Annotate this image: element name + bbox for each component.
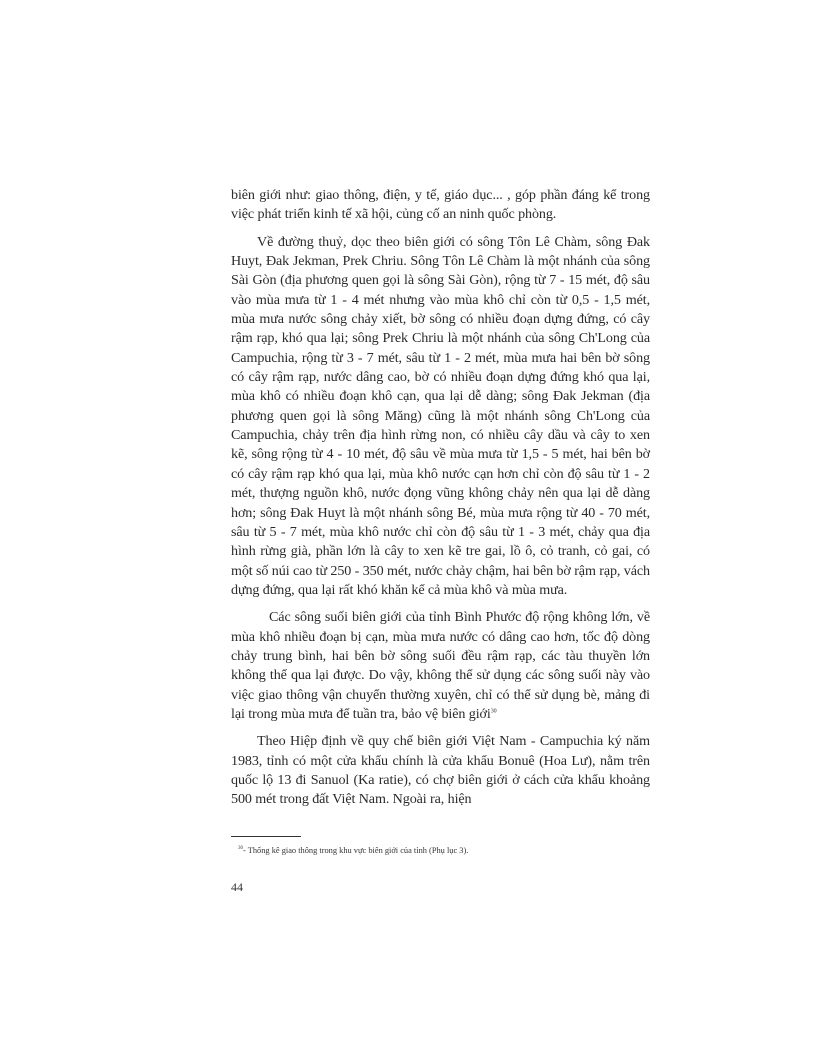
paragraph-2: Về đường thuỷ, dọc theo biên giới có sông Tôn Lê Chàm, sông Đak Huyt, Đak Jekman, Prek Chriu. Sông Tôn Lê Chàm là một nhánh của sông Sài Gòn (địa phương quen gọi là sông Sài Gòn), rộng từ 7 - 15 mét, độ sâu vào mùa mưa từ 1 - 4 mét nhưng vào mùa khô chỉ còn từ 0,5 - 1,5 mét, mùa mưa nước sông chảy xiết, bờ sông có nhiều đoạn dựng đứng, có cây rậm rạp, khó qua lại; sông Prek Chriu là một nhánh của sông Ch'Long của Campuchia, rộng từ 3 - 7 mét, sâu từ 1 - 2 mét, mùa mưa hai bên bờ sông có cây rậm rạp, nước dâng cao, bờ có nhiều đoạn dựng đứng khó qua lại, mùa khô có nhiều đoạn khô cạn, qua lại dễ dàng; sông Đak Jekman (địa phương quen gọi là sông Măng) cũng là một nhánh sông Ch'Long của Campuchia, chảy trên địa hình rừng non, có nhiều cây dầu và cây to xen kẽ, sông rộng từ 4 - 10 mét, độ sâu về mùa mưa từ 1,5 - 5 mét, hai bên bờ có cây rậm rạp khó qua lại, mùa khô nước cạn hơn chỉ còn độ sâu từ 1 - 2 mét, thượng nguồn khô, nước đọng vũng không chảy nên qua lại dễ dàng hơn; sông Đak Huyt là một nhánh sông Bé, mùa mưa rộng từ 40 - 70 mét, sâu từ 5 - 7 mét, mùa khô nước chỉ còn độ sâu từ 1 - 3 mét, chảy qua địa hình rừng già, phần lớn là cây to xen kẽ tre gai, lồ ô, cỏ tranh, cỏ gai, có một số núi cao từ 250 - 350 mét, nước chảy chậm, hai bên bờ rậm rạp, vách dựng đứng, qua lại rất khó khăn kể cả mùa khô và mùa mưa.	[231, 233, 650, 598]
footnote-divider	[231, 836, 301, 837]
paragraph-4: Theo Hiệp định về quy chế biên giới Việt Nam - Campuchia ký năm 1983, tỉnh có một cửa khẩu chính là cửa khẩu Bonuê (Hoa Lư), nằm trên quốc lộ 13 đi Sanuol (Ka ratie), có chợ biên giới ở cách cửa khẩu khoảng 500 mét trong đất Việt Nam. Ngoài ra, hiện	[231, 733, 650, 808]
paragraph-3	[231, 608, 650, 724]
footnote-text: - Thống kê giao thông trong khu vực biên giới của tỉnh (Phụ lục 3).	[243, 846, 469, 855]
page-number: 44	[231, 880, 243, 894]
footnote-marker: 30	[238, 846, 243, 852]
body-text	[231, 186, 650, 810]
paragraph-1: biên giới như: giao thông, điện, y tế, giáo dục... , góp phần đáng kể trong việc phát triển kinh tế xã hội, củng cố an ninh quốc phòng.	[231, 187, 650, 223]
footnote	[238, 845, 658, 856]
footnote-reference: 30	[490, 708, 497, 715]
paragraph-3-text: Các sông suối biên giới của tỉnh Bình Phước độ rộng không lớn, về mùa khô nhiều đoạn bị cạn, mùa mưa nước có dâng cao hơn, tốc độ dòng chảy trung bình, hai bên bờ sông suối đều rậm rạp, các tàu thuyền lớn không thể qua lại được. Do vậy, không thể sử dụng các sông suối này vào việc giao thông vận chuyển thường xuyên, chỉ có thể sử dụng bè, mảng đi lại trong mùa mưa để tuần tra, bảo vệ biên giới	[231, 609, 650, 722]
